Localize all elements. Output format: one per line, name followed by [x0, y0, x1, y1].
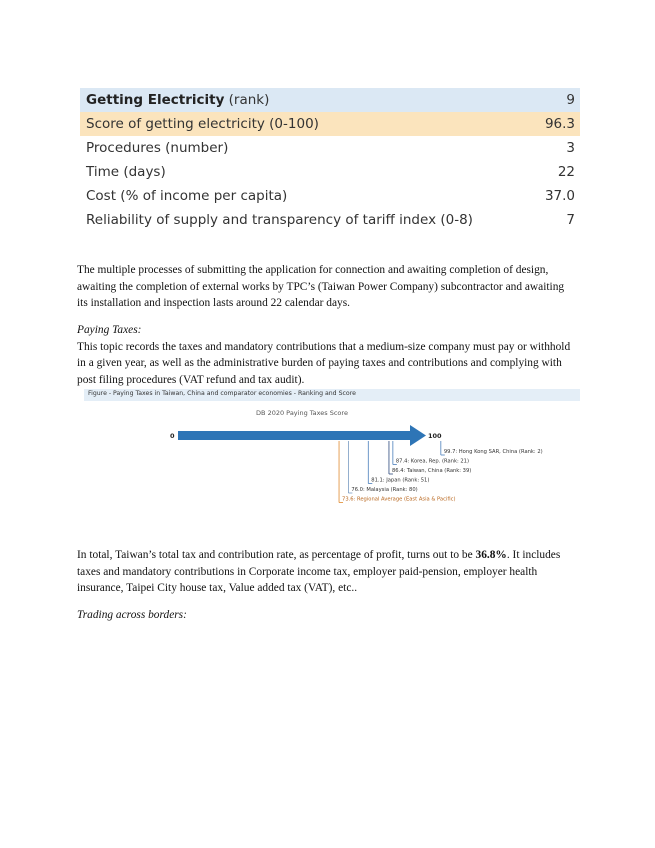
row-value: 7: [566, 212, 575, 228]
chart-title: DB 2020 Paying Taxes Score: [256, 409, 348, 417]
score-arrow-head: [410, 425, 426, 446]
row-value: 3: [566, 140, 575, 156]
table-header-value: 9: [566, 92, 575, 108]
table-header-label: Getting Electricity (rank): [86, 92, 270, 108]
point-label: 73.6: Regional Average (East Asia & Pacific): [342, 496, 456, 503]
table-row: [80, 136, 580, 160]
trading-section: [77, 607, 577, 624]
paying-taxes-section: [77, 322, 577, 388]
row-label: Time (days): [86, 164, 166, 180]
row-label: Reliability of supply and transparency of tariff index (0-8): [86, 212, 473, 228]
axis-max-label: 100: [428, 432, 442, 440]
axis-min-label: 0: [170, 432, 175, 440]
row-value: 96.3: [544, 116, 575, 132]
row-label: Score of getting electricity (0-100): [86, 116, 319, 132]
tax-rate-value: 36.8%: [475, 549, 507, 561]
row-label: Procedures (number): [86, 140, 229, 156]
row-value: 22: [557, 164, 575, 180]
point-label: 99.7: Hong Kong SAR, China (Rank: 2): [443, 449, 543, 455]
paying-taxes-heading: Paying Taxes:: [77, 324, 142, 336]
point-label: 76.0: Malaysia (Rank: 80): [351, 487, 418, 493]
point-label: 86.4: Taiwan, China (Rank: 39): [391, 468, 472, 474]
table-row: [80, 208, 580, 232]
table-header-row: [80, 88, 580, 112]
figure-title: Figure - Paying Taxes in Taiwan, China and comparator economies - Ranking and Score: [88, 390, 356, 397]
table-row: [80, 112, 580, 136]
score-arrow-shaft: [178, 431, 412, 440]
trading-heading: Trading across borders:: [77, 609, 187, 621]
getting-electricity-table: [80, 88, 580, 232]
point-label: 81.1: Japan (Rank: 51): [371, 477, 430, 484]
row-label: Cost (% of income per capita): [86, 188, 288, 204]
paying-taxes-chart: [84, 389, 580, 519]
paying-taxes-text: This topic records the taxes and mandatory contributions that a medium-size company must pay or withhold in a given year, as well as the administrative burden of paying taxes and contributions and complying with post filing procedures (VAT refund and tax audit).: [77, 340, 571, 386]
table-row: [80, 160, 580, 184]
point-label: 87.4: Korea, Rep. (Rank: 21): [395, 458, 469, 465]
table-row: [80, 184, 580, 208]
electricity-paragraph: The multiple processes of submitting the application for connection and awaiting completion of design, awaiting the completion of external works by TPC’s (Taiwan Power Company) subcontractor and awaiting its installation and inspection lasts around 22 calendar days.: [77, 264, 565, 309]
row-value: 37.0: [544, 188, 575, 204]
tax-rate-paragraph: In total, Taiwan’s total tax and contribution rate, as percentage of profit, turns out to be 36.8%. It includes taxes and mandatory contributions in Corporate income tax, employer paid-pension, employer health insurance, Taipei City house tax, Value added tax (VAT), etc..: [77, 549, 561, 594]
paying-taxes-figure: [84, 389, 580, 519]
